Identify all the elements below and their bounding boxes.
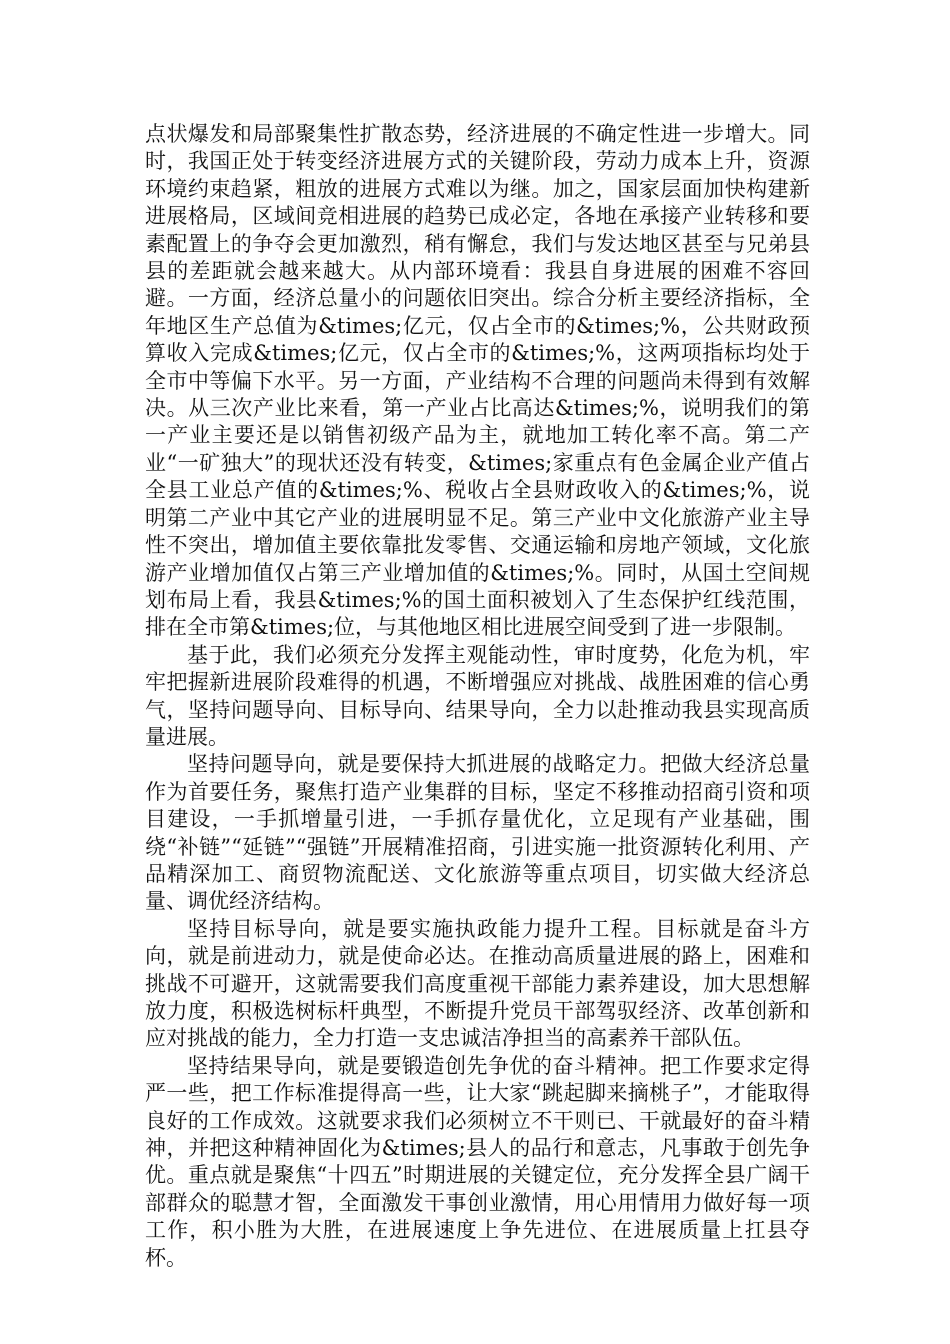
body-paragraph-continued: 点状爆发和局部聚集性扩散态势，经济进展的不确定性进一步增大。同时，我国正处于转变经济进展方式的关键阶段，劳动力成本上升，资源环境约束趋紧，粗放的进展方式难以为继。加之，国家层面加快构建新进展格局，区域间竞相进展的趋势已成必定，各地在承接产业转移和要素配置上的争夺会更加激烈，稍有懈怠，我们与发达地区甚至与兄弟县县的差距就会越来越大。从内部环境看：我县自身进展的困难不容回避。一方面，经济总量小的问题依旧突出。综合分析主要经济指标，全年地区生产总值为&times;亿元，仅占全市的&times;%，公共财政预算收入完成&times;亿元，仅占全市的&times;%，这两项指标均处于全市中等偏下水平。另一方面，产业结构不合理的问题尚未得到有效解决。从三次产业比来看，第一产业占比高达&times;%，说明我们的第一产业主要还是以销售初级产品为主，就地加工转化率不高。第二产业“一矿独大”的现状还没有转变，&times;家重点有色金属企业产值占全县工业总产值的&times;%、税收占全县财政收入的&times;%，说明第二产业中其它产业的进展明显不足。第三产业中文化旅游产业主导性不突出，增加值主要依靠批发零售、交通运输和房地产领域，文化旅游产业增加值仅占第三产业增加值的&times;%。同时，从国土空间规划布局上看，我县&times;%的国土面积被划入了生态保护红线范围，排在全市第&times;位，与其他地区相比进展空间受到了进一步限制。 [145,122,810,640]
body-paragraph: 坚持结果导向，就是要锻造创先争优的奋斗精神。把工作要求定得严一些，把工作标准提得高一些，让大家“跳起脚来摘桃子”，才能取得良好的工作成效。这就要求我们必须树立不干则已、干就最好的奋斗精神，并把这种精神固化为&times;县人的品行和意志，凡事敢于创先争优。重点就是聚焦“十四五”时期进展的关键定位，充分发挥全县广阔干部群众的聪慧才智，全面激发干事创业激情，用心用情用力做好每一项工作，积小胜为大胜，在进展速度上争先进位、在进展质量上扛县夺杯。 [145,1053,810,1270]
body-paragraph: 坚持问题导向，就是要保持大抓进展的战略定力。把做大经济总量作为首要任务，聚焦打造产业集群的目标，坚定不移推动招商引资和项目建设，一手抓增量引进，一手抓存量优化，立足现有产业基础，围绕“补链”“延链”“强链”开展精准招商，引进实施一批资源转化利用、产品精深加工、商贸物流配送、文化旅游等重点项目，切实做大经济总量、调优经济结构。 [145,752,810,914]
body-paragraph: 坚持目标导向，就是要实施执政能力提升工程。目标就是奋斗方向，就是前进动力，就是使命必达。在推动高质量进展的路上，困难和挑战不可避开，这就需要我们高度重视干部能力素养建设，加大思想解放力度，积极选树标杆典型，不断提升党员干部驾驭经济、改革创新和应对挑战的能力，全力打造一支忠诚洁净担当的高素养干部队伍。 [145,916,810,1051]
body-paragraph: 基于此，我们必须充分发挥主观能动性，审时度势，化危为机，牢牢把握新进展阶段难得的机遇，不断增强应对挑战、战胜困难的信心勇气，坚持问题导向、目标导向、结果导向，全力以赴推动我县实现高质量进展。 [145,642,810,749]
document-page [145,121,810,1272]
